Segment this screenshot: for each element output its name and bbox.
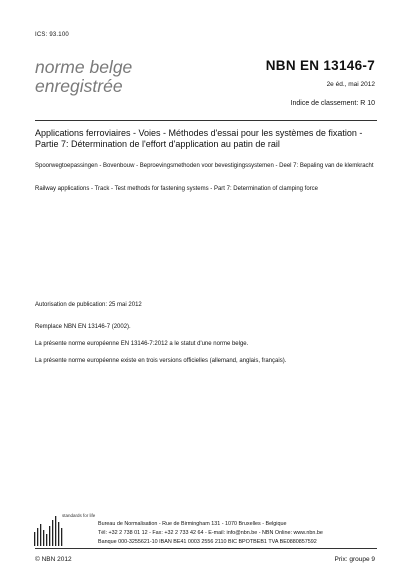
title-dutch: Spoorwegtoepassingen - Bovenbouw - Beproevingsmethoden voor bevestigingssystemen - Deel 7: Bepaling van de klemkracht (35, 163, 374, 169)
replaces-note: Remplace NBN EN 13146-7 (2002). (35, 324, 131, 330)
copyright: © NBN 2012 (35, 556, 72, 563)
divider-top (35, 120, 377, 121)
footer-address: Bureau de Normalisation - Rue de Birmingham 131 - 1070 Bruxelles - Belgique (98, 521, 287, 527)
brand-line-2: enregistrée (35, 76, 123, 96)
brand-line-1: norme belge (35, 57, 133, 77)
logo-tagline: standards for life (62, 513, 96, 518)
ics-code: ICS: 93.100 (35, 32, 69, 38)
standard-number: NBN EN 13146-7 (265, 58, 375, 73)
brand-title (35, 58, 132, 96)
divider-bottom (35, 548, 377, 549)
footer-bank: Banque 000-3255621-10 IBAN BE41 0003 2556 2110 BIC BPOTBEB1 TVA BE0880857592 (98, 539, 317, 545)
title-english: Railway applications - Track - Test methods for fastening systems - Part 7: Determination of clamping force (35, 186, 319, 192)
publication-authorisation: Autorisation de publication: 25 mai 2012 (35, 302, 142, 308)
price-group: Prix: groupe 9 (334, 556, 375, 563)
status-note: La présente norme européenne EN 13146-7:2012 a le statut d'une norme belge. (35, 341, 249, 347)
classification-index: Indice de classement: R 10 (290, 100, 375, 107)
footer-contact: Tél: +32 2 738 01 12 - Fax: +32 2 733 42 64 - E-mail: info@nbn.be - NBN Online: www.nbn.be (98, 530, 323, 536)
versions-note: La présente norme européenne existe en trois versions officielles (allemand, anglais, français). (35, 358, 287, 364)
title-french: Applications ferroviaires - Voies - Méthodes d'essai pour les systèmes de fixation - Partie 7: Détermination de l'effort d'application au patin de rail (35, 128, 363, 149)
edition-date: 2e éd., mai 2012 (326, 81, 375, 88)
